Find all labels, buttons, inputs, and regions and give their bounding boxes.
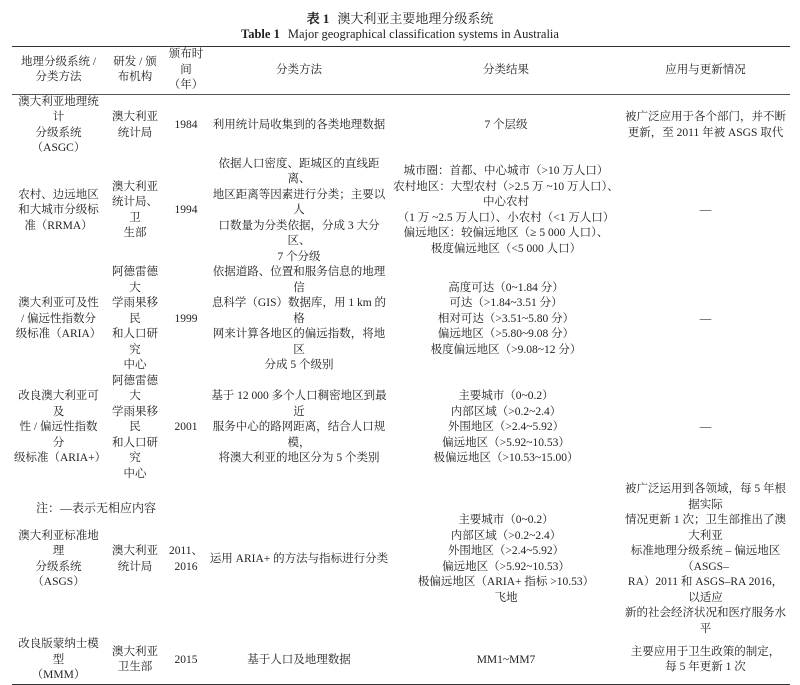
cell-system: 改良版蒙纳士模型 （MMM） <box>18 638 99 681</box>
cell-method: 运用 ARIA+ 的方法与指标进行分类 <box>209 552 389 565</box>
cell-application: 被广泛运用到各领域，每 5 年根据实际 情况更新 1 次；卫生部推出了澳大利亚 标准地理分级系统 – 偏远地区（ASGS– RA）2011 和 ASGS–RA 2016，以适应 新的社会经济状况和医疗服务水平 <box>625 483 786 635</box>
cell-application: 主要应用于卫生政策的制定， 每 5 年更新 1 次 <box>630 645 781 674</box>
header-year: 颁布时 间（年） <box>168 48 204 91</box>
cell-agency: 澳大利亚 卫生部 <box>112 645 158 674</box>
cell-result: 城市圈：首都、中心城市（>10 万人口） 农村地区：大型农村（>2.5 万 ~10 万人口）、中心农村 （1 万 ~2.5 万人口）、小农村（<1 万人口） 偏远地区：较偏远地区（≥ 5 000 人口）、 极度偏远地区（<5 000 人口） <box>393 165 619 255</box>
cell-year: 2011、 2016 <box>168 545 204 573</box>
cell-application: — <box>699 312 712 325</box>
table-row <box>12 94 790 157</box>
cell-result: 主要城市（0~0.2） 内部区域（>0.2~2.4） 外围地区（>2.4~5.92） 偏远地区（>5.92~10.53） 极偏远地区（ARIA+ 指标 >10.53） 飞地 <box>417 514 595 604</box>
cell-agency: 澳大利亚 统计局 <box>112 545 158 573</box>
cell-year: 2015 <box>174 653 198 666</box>
table-row <box>12 265 790 374</box>
header-agency: 研发 / 颁 布机构 <box>113 55 157 84</box>
table-title <box>0 8 800 27</box>
cell-system: 改良澳大利亚可及 性 / 偏远性指数分 级标准（ARIA+） <box>14 390 107 464</box>
cell-application: 被广泛应用于各个部门，并不断 更新，至 2011 年被 ASGS 取代 <box>625 111 786 139</box>
cell-application: — <box>699 204 712 216</box>
cell-result: 主要城市（0~0.2） 内部区域（>0.2~2.4） 外围地区（>2.4~5.92） 偏远地区（>5.92~10.53） 极偏远地区（>10.53~15.00） <box>433 390 579 464</box>
cell-result: MM1~MM7 <box>476 653 536 666</box>
cell-system: 澳大利亚地理统计 分级系统（ASGC） <box>18 95 99 154</box>
cell-agency: 澳大利亚 统计局、卫 生部 <box>112 180 158 240</box>
table-subtitle-text: Major geographical classification systems in Australia <box>287 27 559 41</box>
cell-year: 2001 <box>174 421 198 433</box>
table-number-en: Table 1 <box>241 27 280 41</box>
header-system: 地理分级系统 / 分类方法 <box>20 55 97 84</box>
cell-method: 依据人口密度、距城区的直线距离、 地区距离等因素进行分类；主要以人 口数量为分类依据，分成 3 大分区、 7 个分级 <box>212 157 386 263</box>
cell-result: 高度可达（0~1.84 分） 可达（>1.84~3.51 分） 相对可达（>3.51~5.80 分） 偏远地区（>5.80~9.08 分） 极度偏远地区（>9.08~12 分） <box>430 281 582 356</box>
cell-agency: 澳大利亚 统计局 <box>112 111 158 139</box>
header-method: 分类方法 <box>276 63 322 76</box>
cell-agency: 阿德雷德大 学雨果移民 和人口研究 中心 <box>112 374 158 480</box>
header-application: 应用与更新情况 <box>665 63 746 76</box>
cell-method: 基于 12 000 多个人口稠密地区到最近 服务中心的路网距离，结合人口规模， 将澳大利亚的地区分为 5 个类别 <box>211 390 387 464</box>
cell-method: 利用统计局收集到的各类地理数据 <box>212 118 386 131</box>
cell-method: 依据道路、位置和服务信息的地理信 息科学（GIS）数据库，用 1 km 的格 网来计算各地区的偏远指数，将地区 分成 5 个级别 <box>211 266 387 371</box>
cell-result: 7 个层级 <box>484 118 528 131</box>
table-number: 表 1 <box>306 11 330 26</box>
cell-system: 澳大利亚可及性 / 偏远性指数分 级标准（ARIA） <box>15 297 102 340</box>
table-subtitle <box>0 27 800 42</box>
table-row <box>12 374 790 483</box>
cell-year: 1994 <box>174 204 198 216</box>
table-header-row <box>12 47 790 95</box>
cell-application: — <box>699 421 712 433</box>
table-row <box>12 637 790 684</box>
header-result: 分类结果 <box>483 63 529 76</box>
cell-system: 农村、边远地区 和大城市分级标 准（RRMA） <box>18 188 99 232</box>
cell-method: 基于人口及地理数据 <box>247 653 351 666</box>
table-title-text: 澳大利亚主要地理分级系统 <box>337 11 494 26</box>
cell-year: 1999 <box>174 312 198 325</box>
cell-system: 澳大利亚标准地理 分级系统（ASGS） <box>18 529 99 588</box>
cell-year: 1984 <box>174 118 198 131</box>
table-row <box>12 157 790 266</box>
cell-agency: 阿德雷德大 学雨果移民 和人口研究 中心 <box>112 266 158 371</box>
classification-table <box>12 46 790 685</box>
table-note: 注：—表示无相应内容 <box>36 501 157 515</box>
